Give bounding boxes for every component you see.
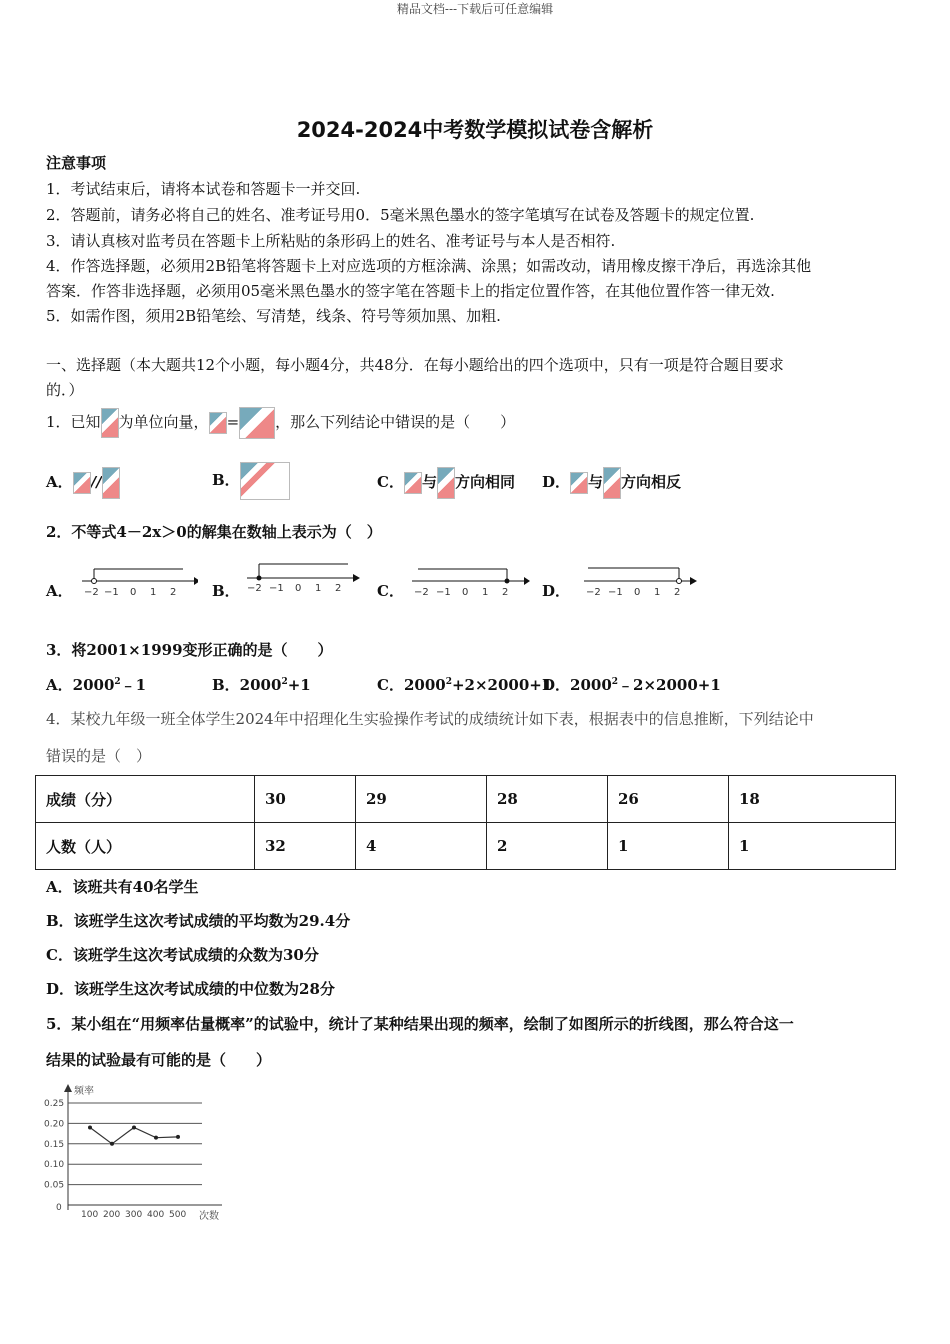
data-point [110,1142,114,1146]
vector-image-icon [102,467,120,499]
question-2: 2．不等式4－2x＞0的解集在数轴上表示为（ ） [46,523,382,541]
data-point [176,1135,180,1139]
tick-label: −2 [247,583,262,594]
table-cell: 32 [255,823,356,870]
y-axis-arrow [64,1084,72,1092]
axis-arrow [690,577,697,585]
table-cell: 26 [608,776,729,823]
table-cell: 1 [729,823,896,870]
q3-option-d: D．$2000^2﹣2\times 2000+1$ [542,676,721,694]
x-tick-label: 400 [147,1210,165,1220]
tick-label: 0 [634,587,641,598]
table-row [36,776,896,823]
closed-point [257,576,262,581]
tick-label: 1 [482,587,489,598]
table-cell: 29 [356,776,487,823]
data-point [132,1125,136,1129]
tick-label: 0 [295,583,302,594]
q1-option-a: A． // [46,462,120,502]
question-3: 3．将2001×1999变形正确的是（ ） [46,641,333,659]
y-tick-label: 0.25 [44,1099,65,1109]
q2-option-a: A． [46,582,73,600]
table-row [36,823,896,870]
tick-label: 2 [335,583,342,594]
origin-label: 0 [56,1203,62,1213]
x-tick-label: 200 [103,1210,121,1220]
tick-label: −2 [414,587,429,598]
notice-item: 5．如需作图，须用2B铅笔绘、写清楚，线条、符号等须加黑、加粗. [46,307,501,325]
page-title: 2024-2024中考数学模拟试卷含解析 [296,118,654,142]
data-point [154,1136,158,1140]
vector-image-icon [209,412,227,434]
tick-label: −2 [84,587,99,598]
q2-option-b: B． [212,582,240,600]
tick-label: −1 [608,587,623,598]
q4-option-d: D．该班学生这次考试成绩的中位数为28分 [46,980,335,998]
section-heading-cont: 的．） [46,381,84,399]
q3-option-a: A．2000$^2$﹣1 [46,676,147,694]
axis-arrow [524,577,530,585]
q4-option-b: B．该班学生这次考试成绩的平均数为29.4分 [46,912,351,930]
question-5: 5．某小组在“用频率估量概率”的试验中，统计了某种结果出现的频率，绘制了如图所示的折线图，那么符合这一 [46,1015,794,1033]
x-tick-label: 500 [169,1210,187,1220]
number-line-d [580,560,705,598]
series-line [90,1127,178,1143]
notice-item: 1．考试结束后，请将本试卷和答题卡一并交回. [46,180,361,198]
y-tick-label: 0.10 [44,1160,65,1171]
vector-image-icon [404,472,422,494]
q2-option-c: C． [377,582,404,600]
open-point [677,579,682,584]
notice-item: 3．请认真核对监考员在答题卡上所粘贴的条形码上的姓名、准考证号与本人是否相符. [46,232,616,250]
axis-arrow [353,574,360,582]
q1-option-d: D． 与 方向相反 [542,462,681,502]
q3-option-c: C．$2000^2+2\times 2000+1$ [377,676,553,694]
vector-image-icon [239,407,275,439]
q1-option-b: B． [212,458,290,502]
open-point [92,579,97,584]
number-line-b [243,560,363,598]
tick-label: −1 [436,587,451,598]
section-heading: 一、选择题（本大题共12个小题，每小题4分，共48分．在每小题给出的四个选项中，只有一项是符合题目要求 [46,356,784,374]
number-line-a [78,560,198,598]
notice-item: 2．答题前，请务必将自己的姓名、准考证号用0．5毫米黑色墨水的签字笔填写在试卷及答题卡的规定位置. [46,206,755,224]
q4-option-a: A．该班共有40名学生 [46,878,199,896]
table-cell: 人数（人） [36,823,255,870]
question-5-cont: 结果的试验最有可能的是（ ） [46,1051,272,1069]
vector-image-icon [603,467,621,499]
question-4: 4．某校九年级一班全体学生2024年中招理化生实验操作考试的成绩统计如下表，根据表中的信息推断，下列结论中 [46,710,814,728]
tick-label: −1 [269,583,284,594]
question-4-cont: 错误的是（ ） [46,747,152,765]
table-cell: 30 [255,776,356,823]
q4-option-c: C．该班学生这次考试成绩的众数为30分 [46,946,319,964]
tick-label: 1 [315,583,322,594]
tick-label: 1 [654,587,661,598]
vector-image-icon [101,408,119,438]
data-point [88,1125,92,1129]
table-cell: 成绩（分） [36,776,255,823]
tick-label: 2 [674,587,681,598]
vector-image-icon [570,472,588,494]
q3-option-b: B．$2000^2+1$ [212,676,311,694]
table-cell: 18 [729,776,896,823]
q1-text: = [226,413,240,431]
table-cell: 1 [608,823,729,870]
tick-label: −1 [104,587,119,598]
tick-label: 2 [502,587,509,598]
x-tick-label: 300 [125,1210,143,1220]
tick-label: −2 [586,587,601,598]
q1-text: ，那么下列结论中错误的是（ ） [275,413,516,431]
tick-label: 0 [130,587,137,598]
y-tick-label: 0.15 [44,1139,65,1150]
frequency-line-chart [42,1082,227,1222]
question-1 [46,400,515,436]
notice-item: 4．作答选择题，必须用2B铅笔将答题卡上对应选项的方框涂满、涂黑；如需改动，请用橡皮擦干净后，再选涂其他 [46,257,812,275]
tick-label: 1 [150,587,157,598]
q1-text: 1．已知 [46,413,101,431]
vector-image-icon [240,462,290,500]
y-axis-label: 频率 [74,1086,94,1097]
vector-image-icon [73,472,91,494]
score-table [35,775,896,870]
y-tick-label: 0.05 [44,1180,65,1191]
vector-image-icon [437,467,455,499]
table-cell: 28 [487,776,608,823]
page-header: 精品文档---下载后可任意编辑 [396,2,554,16]
number-line-c [408,560,533,598]
x-axis-label: 次数 [199,1211,219,1222]
tick-label: 2 [170,587,177,598]
q1-text: 为单位向量， [118,413,209,431]
y-tick-label: 0.20 [44,1119,65,1130]
x-tick-label: 100 [81,1210,99,1220]
table-cell: 4 [356,823,487,870]
q1-option-c: C． 与 方向相同 [377,462,515,502]
notice-heading: 注意事项 [46,154,107,172]
closed-point [505,579,510,584]
axis-arrow [194,577,198,585]
notice-item: 答案．作答非选择题，必须用05毫米黑色墨水的签字笔在答题卡上的指定位置作答，在其他位置作答一律无效. [46,282,775,300]
q2-option-d: D． [542,582,571,600]
table-cell: 2 [487,823,608,870]
tick-label: 0 [462,587,469,598]
